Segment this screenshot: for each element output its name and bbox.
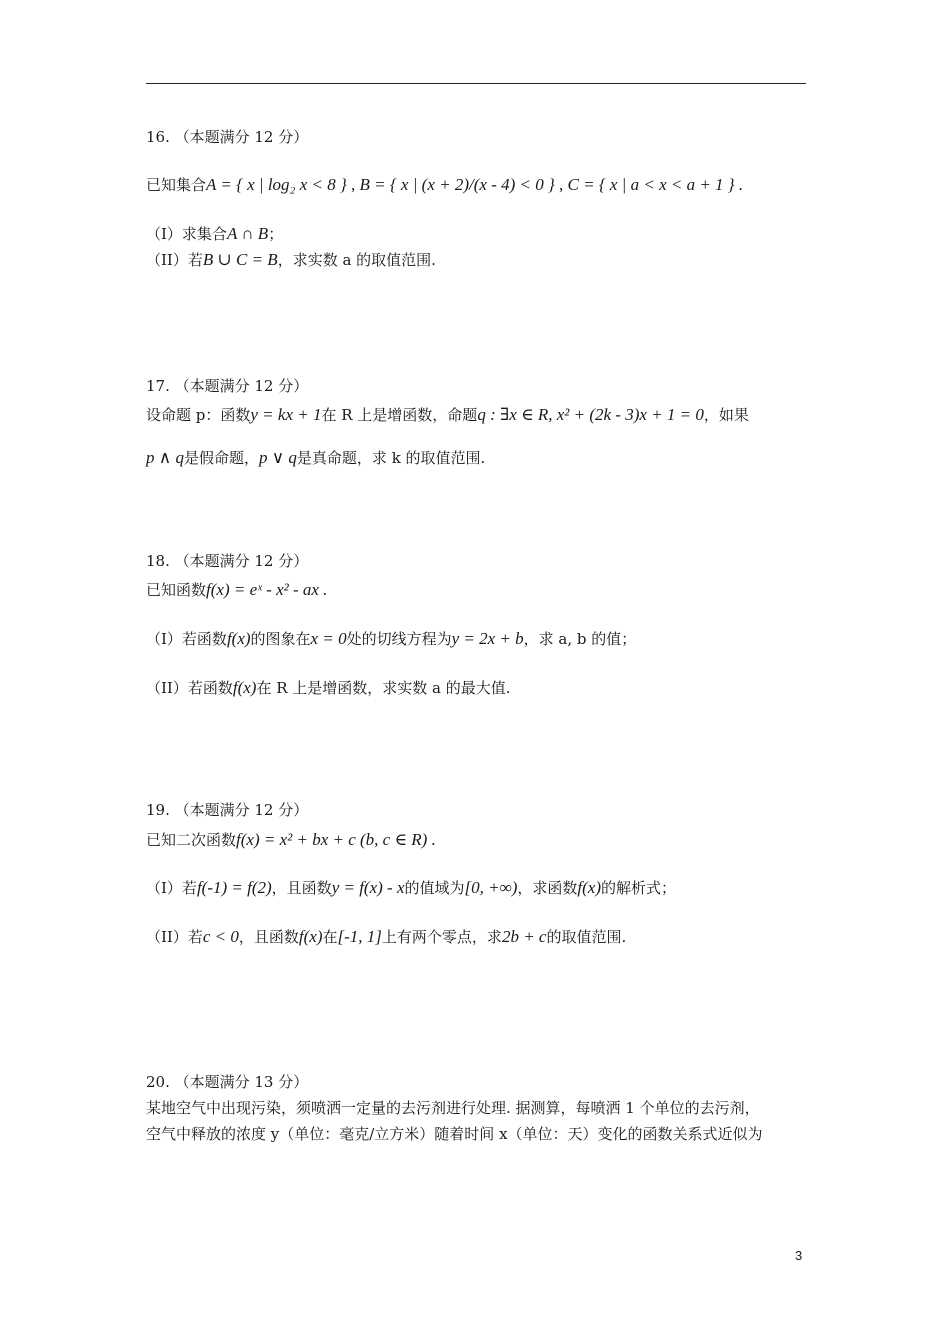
q19-part2-d: 上有两个零点，求 — [381, 928, 502, 946]
q19-stem-prefix: 已知二次函数 — [146, 831, 237, 849]
q17-line2-a: 是假命题， — [183, 449, 259, 467]
q17-line1 — [146, 403, 749, 427]
q18-part1-c: 处的切线方程为 — [346, 630, 452, 648]
q17-line2-b: 是真命题，求 k 的取值范围. — [296, 449, 486, 467]
q19-part1-b: ，且函数 — [271, 879, 332, 897]
q19-header: 19. （本题满分 12 分） — [146, 801, 309, 819]
q19-part1-m1: f(-1) = f(2) — [196, 878, 272, 897]
q17-line1-a: 设命题 p：函数 — [146, 406, 251, 424]
q18-part1-m2: x = 0 — [310, 629, 347, 648]
q18-part2 — [146, 676, 511, 700]
q19-part1-m4: f(x) — [577, 878, 602, 897]
q19-part2-m4: 2b + c — [501, 927, 547, 946]
q17-line1-m1: y = kx + 1 — [250, 405, 322, 424]
q16-stem-math: A = { x | log₂ x < 8 } , B = { x | (x + 2)/(x - 4) < 0 } , C = { x | a < x < a + 1 } . — [206, 175, 744, 194]
q20-line1: 某地空气中出现污染，须喷洒一定量的去污剂进行处理. 据测算，每喷洒 1 个单位的去污剂， — [146, 1099, 760, 1117]
q16-part2-math: B ∪ C = B — [202, 250, 278, 269]
q19-part1-e: 的解析式； — [601, 879, 677, 897]
q19-part1-m2: y = f(x) - x — [331, 878, 405, 897]
q19-part2-m1: c < 0 — [202, 927, 239, 946]
q20-header: 20. （本题满分 13 分） — [146, 1073, 309, 1091]
q19-part1-c: 的值域为 — [404, 879, 465, 897]
q18-part1-d: ，求 a, b 的值； — [523, 630, 637, 648]
page-number: 3 — [795, 1248, 803, 1263]
q18-stem-prefix: 已知函数 — [146, 581, 207, 599]
q18-part2-m1: f(x) — [232, 678, 257, 697]
q19-stem-math: f(x) = x² + bx + c (b, c ∈ R) . — [236, 830, 436, 849]
q16-header: 16. （本题满分 12 分） — [146, 128, 309, 146]
q19-stem — [146, 828, 436, 852]
q19-part2-a: （II）若 — [146, 928, 203, 946]
q19-part2 — [146, 925, 626, 949]
q16-part1-suffix: ； — [268, 225, 284, 243]
q18-part1-m3: y = 2x + b — [451, 629, 524, 648]
q19-part2-e: 的取值范围. — [546, 928, 627, 946]
q18-part2-a: （II）若函数 — [146, 679, 233, 697]
header-rule — [146, 83, 806, 84]
q18-stem — [146, 578, 327, 602]
q16-part1 — [146, 222, 283, 246]
q19-part1-m3: [0, +∞) — [464, 878, 518, 897]
q18-part1-a: （I）若函数 — [146, 630, 227, 648]
q16-part1-math: A ∩ B — [226, 224, 269, 243]
q16-part2 — [146, 248, 436, 272]
q19-part1-d: ，求函数 — [517, 879, 578, 897]
q19-part2-c: 在 — [322, 928, 338, 946]
q19-part2-m2: f(x) — [298, 927, 323, 946]
q16-part1-prefix: （I）求集合 — [146, 225, 227, 243]
q17-line1-c: ，如果 — [703, 406, 749, 424]
q18-part1-m1: f(x) — [226, 629, 251, 648]
q19-part2-b: ，且函数 — [238, 928, 299, 946]
q18-part1-b: 的图象在 — [250, 630, 311, 648]
q20-line2: 空气中释放的浓度 y（单位：毫克/立方米）随着时间 x（单位：天）变化的函数关系式近似为 — [146, 1125, 763, 1143]
q17-line1-m2: q : ∃x ∈ R, x² + (2k - 3)x + 1 = 0 — [477, 405, 704, 424]
q19-part2-m3: [-1, 1] — [337, 927, 382, 946]
q16-stem-prefix: 已知集合 — [146, 176, 207, 194]
q18-part1 — [146, 627, 636, 651]
q16-part2-prefix: （II）若 — [146, 251, 203, 269]
q19-part1-a: （I）若 — [146, 879, 197, 897]
q17-header: 17. （本题满分 12 分） — [146, 377, 309, 395]
q17-line2-m2: p ∨ q — [258, 448, 297, 467]
q18-part2-b: 在 R 上是增函数，求实数 a 的最大值. — [256, 679, 511, 697]
q18-stem-math: f(x) = eˣ - x² - ax . — [206, 580, 328, 599]
q17-line2 — [146, 446, 485, 470]
q16-stem — [146, 173, 743, 197]
q19-part1 — [146, 876, 676, 900]
q18-header: 18. （本题满分 12 分） — [146, 552, 309, 570]
q16-part2-suffix: ，求实数 a 的取值范围. — [277, 251, 436, 269]
q17-line2-m1: p ∧ q — [146, 448, 184, 467]
q17-line1-b: 在 R 上是增函数，命题 — [321, 406, 478, 424]
